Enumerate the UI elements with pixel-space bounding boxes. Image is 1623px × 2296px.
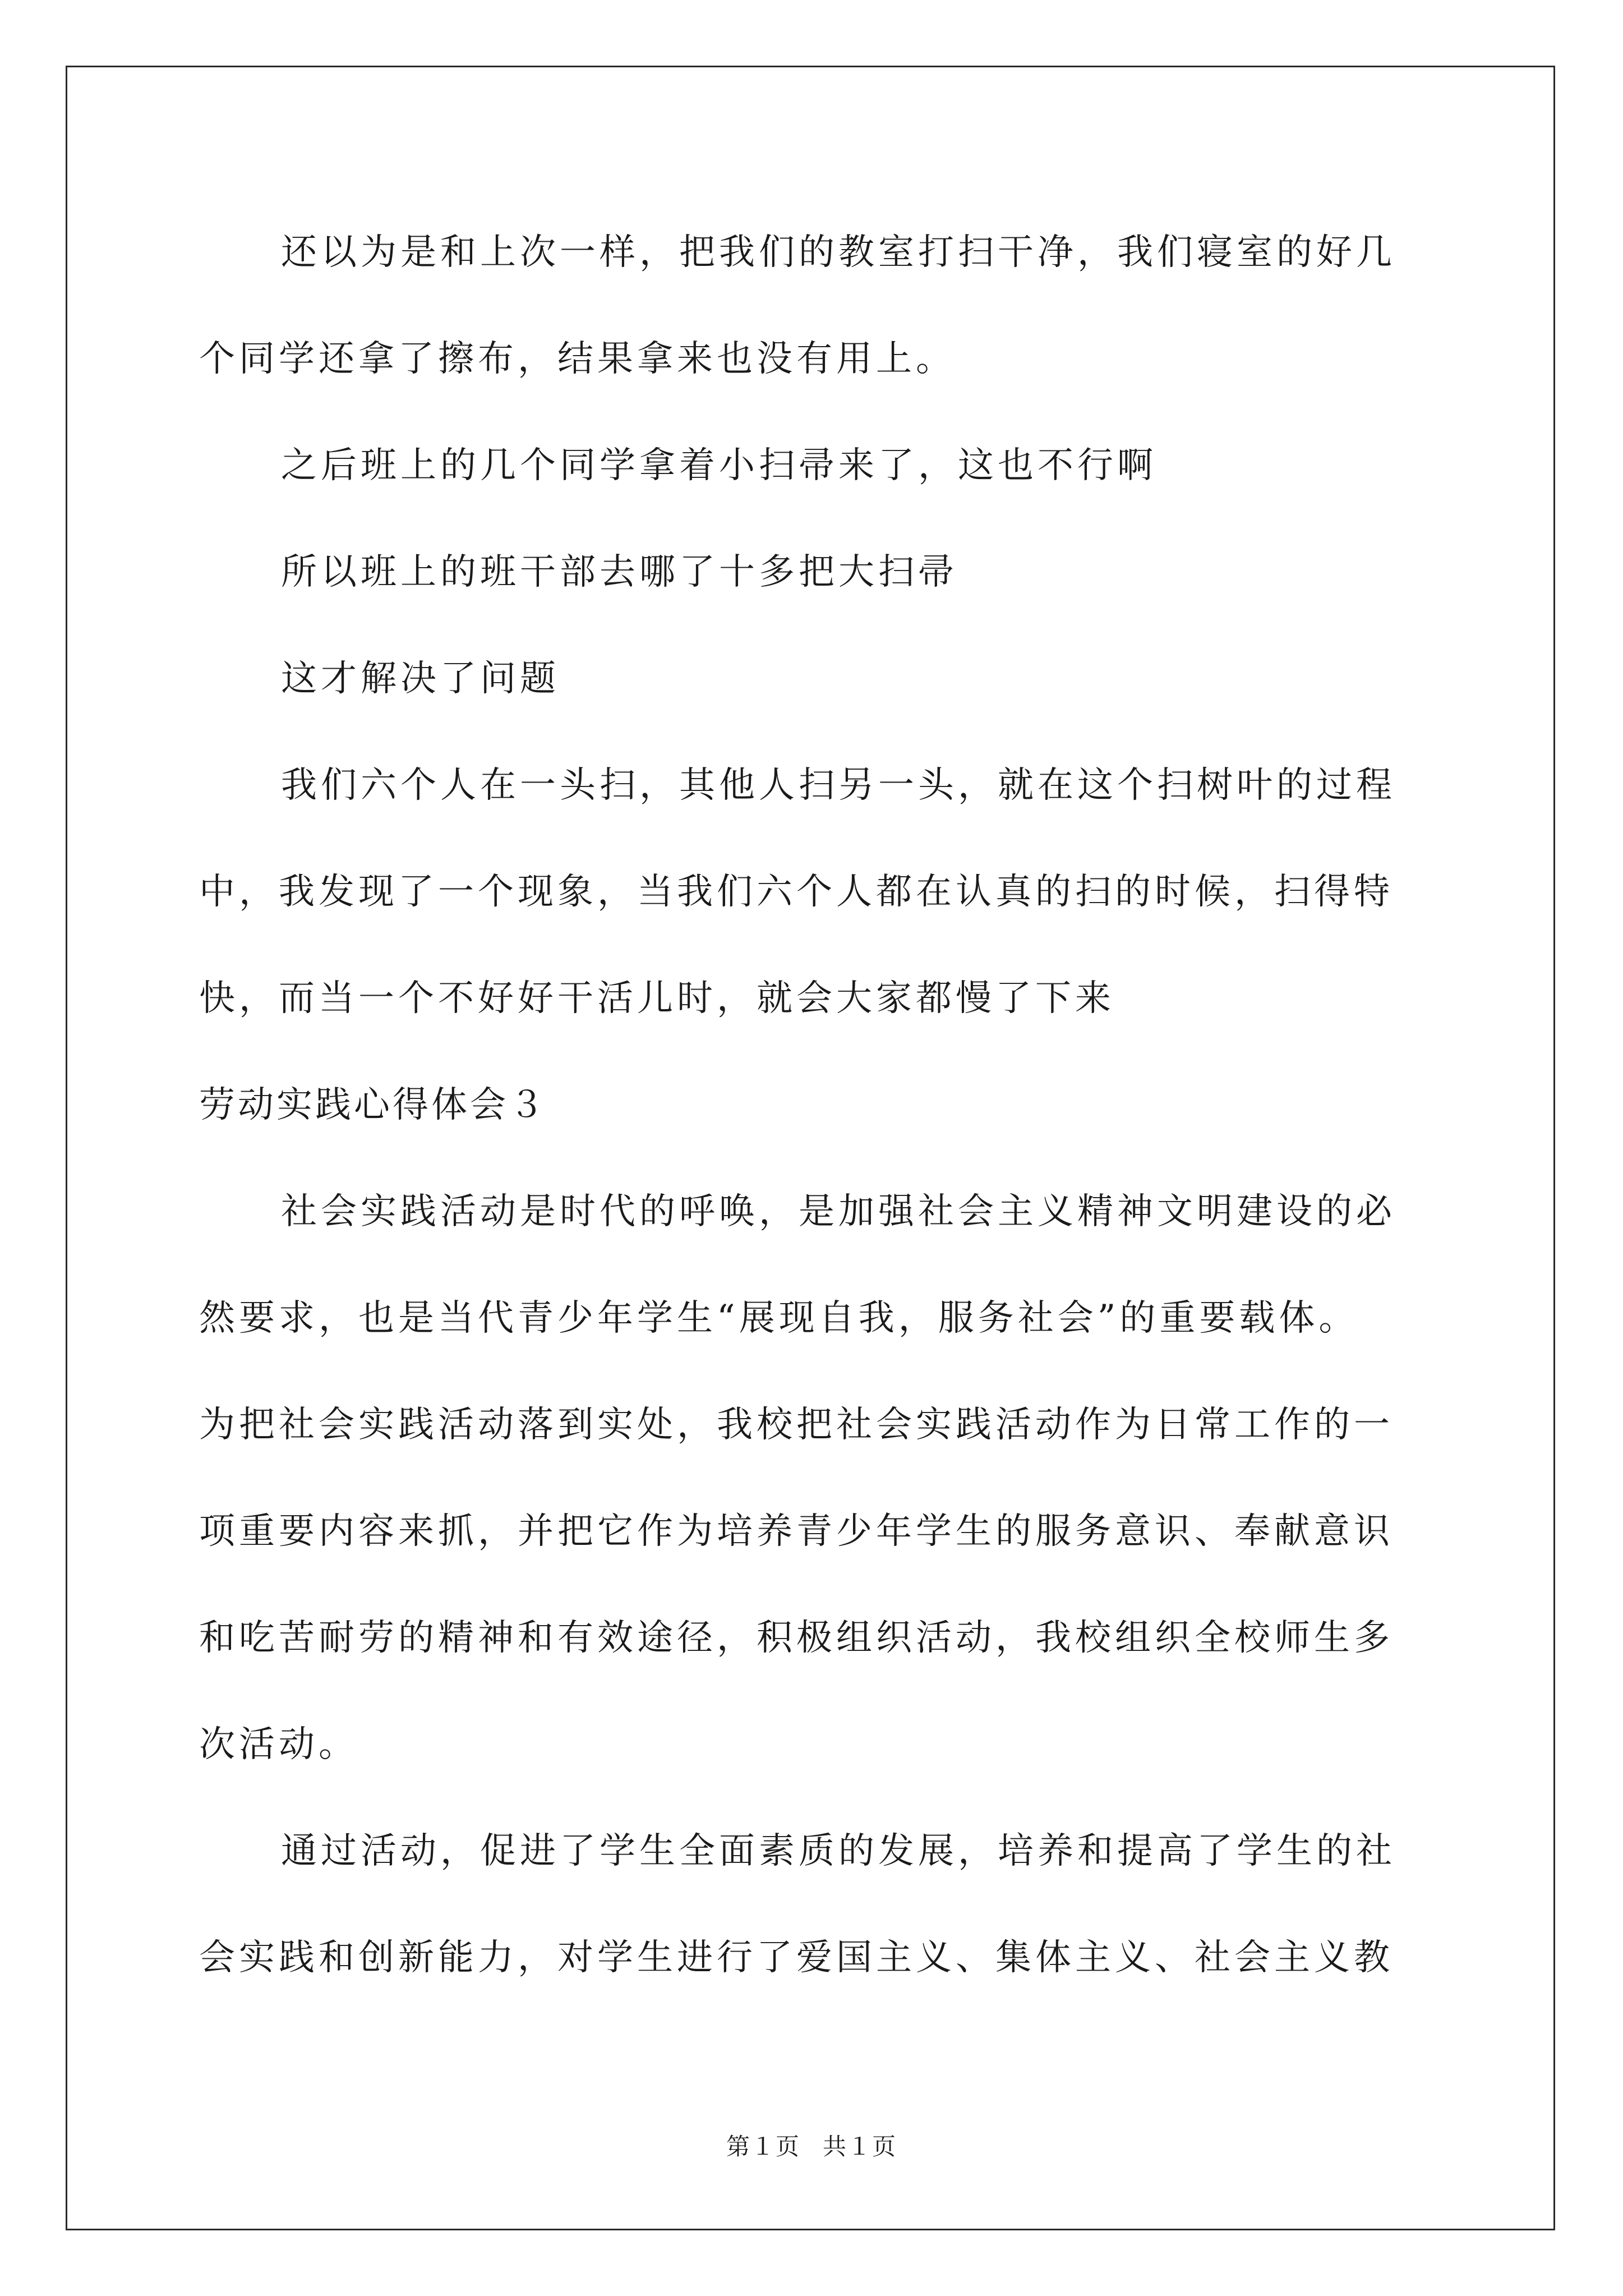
paragraph-line: 然要求，也是当代青少年学生“展现自我，服务社会”的重要载体。 — [199, 1297, 1359, 1339]
paragraph-line: 之后班上的几个同学拿着小扫帚来了，这也不行啊 — [281, 445, 1157, 486]
paragraph-line: 为把社会实践活动落到实处，我校把社会实践活动作为日常工作的一 — [199, 1404, 1394, 1446]
paragraph-line: 次活动。 — [199, 1724, 358, 1765]
page-border — [66, 66, 1555, 2230]
paragraph-line: 还以为是和上次一样，把我们的教室打扫干净，我们寝室的好几 — [281, 232, 1396, 273]
page-number-current: 第１页 — [726, 2133, 800, 2160]
paragraph-line: 会实践和创新能力，对学生进行了爱国主义、集体主义、社会主义教 — [199, 1937, 1394, 1978]
paragraph-line: 和吃苦耐劳的精神和有效途径，积极组织活动，我校组织全校师生多 — [199, 1617, 1394, 1659]
paragraph-line: 通过活动，促进了学生全面素质的发展，培养和提高了学生的社 — [281, 1830, 1396, 1872]
paragraph-line: 所以班上的班干部去哪了十多把大扫帚 — [281, 551, 958, 593]
paragraph-line: 这才解决了问题 — [281, 658, 560, 700]
paragraph-line: 快，而当一个不好好干活儿时，就会大家都慢了下来 — [199, 978, 1115, 1019]
paragraph-line: 我们六个人在一头扫，其他人扫另一头，就在这个扫树叶的过程 — [281, 765, 1396, 806]
paragraph-line: 项重要内容来抓，并把它作为培养青少年学生的服务意识、奉献意识 — [199, 1511, 1394, 1552]
paragraph-line: 社会实践活动是时代的呼唤，是加强社会主义精神文明建设的必 — [281, 1191, 1396, 1232]
section-heading: 劳动实践心得体会３ — [199, 1084, 547, 1126]
paragraph-line: 个同学还拿了擦布，结果拿来也没有用上。 — [199, 338, 956, 380]
page-footer — [0, 2135, 1623, 2159]
page-number-total: 共１页 — [823, 2133, 897, 2160]
paragraph-line: 中，我发现了一个现象，当我们六个人都在认真的扫的时候，扫得特 — [199, 871, 1394, 913]
